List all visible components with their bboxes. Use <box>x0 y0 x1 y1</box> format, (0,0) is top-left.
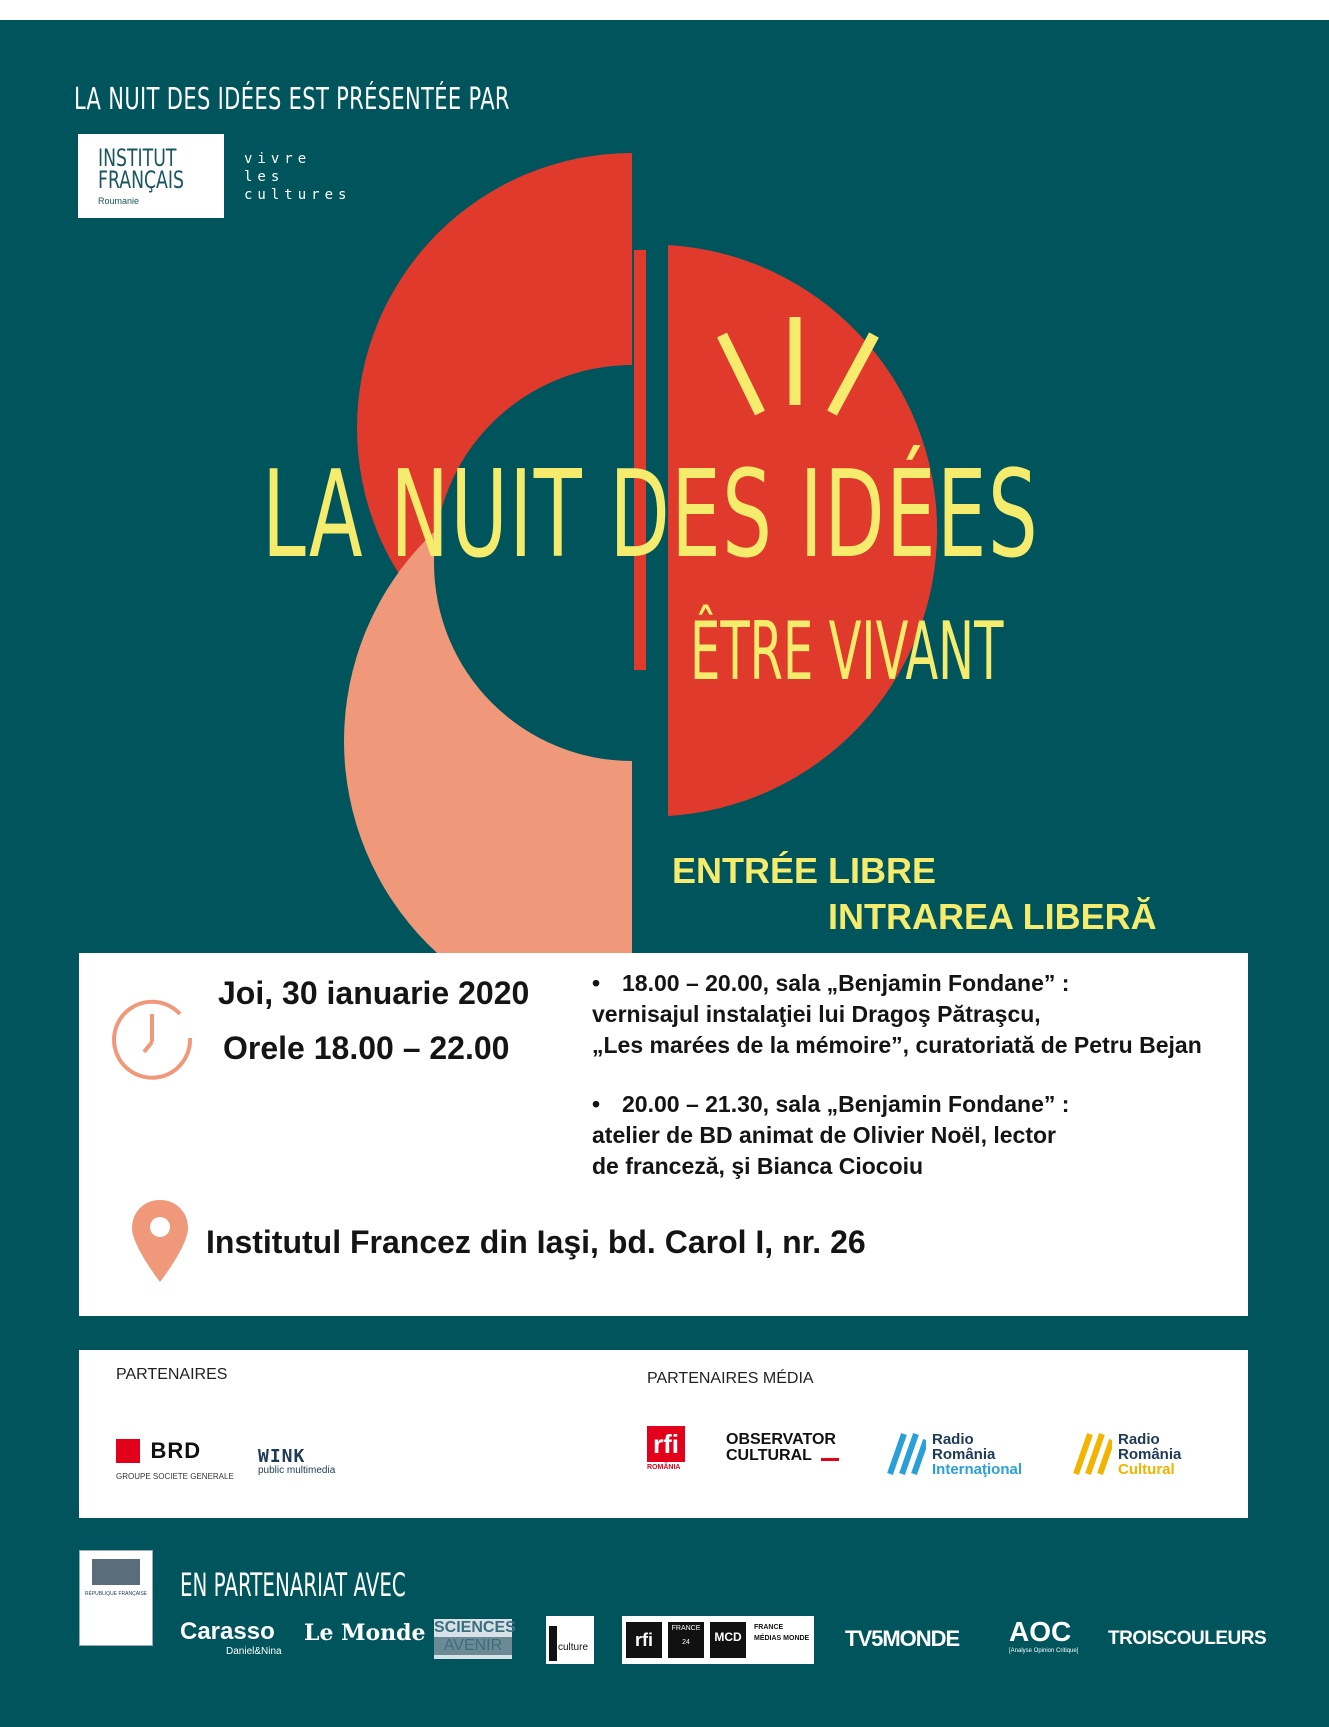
clock-icon <box>112 996 196 1080</box>
location-pin-icon <box>132 1200 188 1282</box>
schedule-line: vernisajul instalaţiei lui Dragoş Pătraşcu, <box>592 1001 1041 1027</box>
brd-logo: BRD GROUPE SOCIETE GENERALE <box>116 1438 234 1481</box>
carasso-subtitle: Daniel&Nina <box>226 1646 282 1657</box>
republique-francaise-logo: RÉPUBLIQUE FRANÇAISE <box>79 1550 153 1646</box>
partnership-label: EN PARTENARIAT AVEC <box>180 1566 406 1604</box>
logo-line-1: INSTITUT <box>98 144 177 172</box>
schedule-line: de franceză, şi Bianca Ciocoiu <box>592 1153 924 1179</box>
partners-label: PARTENAIRES <box>116 1366 228 1383</box>
observator-cultural-logo: OBSERVATOR CULTURAL <box>726 1432 836 1464</box>
schedule-item <box>592 1089 1069 1182</box>
schedule-item <box>592 968 1202 1061</box>
logo-country: Roumanie <box>98 196 140 206</box>
tagline-line: cultures <box>244 187 352 203</box>
aoc-logo: AOC <box>1009 1616 1072 1647</box>
schedule-line: • 18.00 – 20.00, sala „Benjamin Fondane” : <box>592 968 1202 999</box>
event-date: Joi, 30 ianuarie 2020 <box>218 975 530 1011</box>
schedule-line: • 20.00 – 21.30, sala „Benjamin Fondane” : <box>592 1089 1069 1120</box>
media-partners-label: PARTENAIRES MÉDIA <box>647 1370 814 1387</box>
presented-by-text: LA NUIT DES IDÉES EST PRÉSENTÉE PAR <box>74 82 510 117</box>
troiscouleurs-logo: TROISCOULEURS <box>1108 1628 1267 1649</box>
rfi-logo: rfi <box>647 1426 685 1462</box>
rfi-country: ROMÂNIA <box>647 1464 681 1471</box>
rri-stripes-icon <box>886 1430 926 1476</box>
tagline-line: les <box>244 169 285 185</box>
carasso-logo: Carasso <box>180 1618 275 1645</box>
bullet: • <box>592 970 601 996</box>
observator-underline <box>821 1458 839 1461</box>
schedule-line: atelier de BD animat de Olivier Noël, lector <box>592 1122 1056 1148</box>
subtitle: ÊTRE VIVANT <box>690 605 1004 698</box>
radio-romania-cultural-logo: Radio România Cultural <box>1118 1431 1182 1478</box>
schedule-line: „Les marées de la mémoire”, curatoriată de Petru Bejan <box>592 1032 1202 1058</box>
wink-logo: WINK public multimedia <box>258 1446 336 1476</box>
entry-free-ro: INTRAREA LIBERĂ <box>828 896 1157 937</box>
event-address: Institutul Francez din Iaşi, bd. Carol I, nr. 26 <box>206 1224 866 1260</box>
france-medias-monde-logo: rfi FRANCE 24 MCD FRANCE MÉDIAS MONDE <box>622 1616 814 1664</box>
entry-free-fr: ENTRÉE LIBRE <box>672 850 937 891</box>
tv5monde-logo: TV5MONDE <box>845 1626 960 1651</box>
le-monde-logo: Le Monde <box>304 1620 426 1646</box>
rrc-stripes-icon <box>1072 1430 1112 1476</box>
brd-square-icon <box>116 1439 140 1463</box>
poster <box>0 20 1329 1727</box>
france-culture-logo: culture <box>546 1616 594 1664</box>
bullet: • <box>592 1091 601 1117</box>
sciences-avenir-logo: SCIENCES AVENIR <box>434 1619 512 1659</box>
marianne-icon <box>92 1559 140 1585</box>
main-title: LA NUIT DES IDÉES <box>262 446 1040 585</box>
aoc-subtitle: [Analyse Opinion Critique] <box>1009 1648 1079 1654</box>
tagline-line: vivre <box>244 151 312 167</box>
radio-romania-international-logo: Radio România Internaţional <box>932 1431 1023 1478</box>
event-hours: Orele 18.00 – 22.00 <box>223 1030 510 1066</box>
logo-line-2: FRANÇAIS <box>98 166 184 194</box>
